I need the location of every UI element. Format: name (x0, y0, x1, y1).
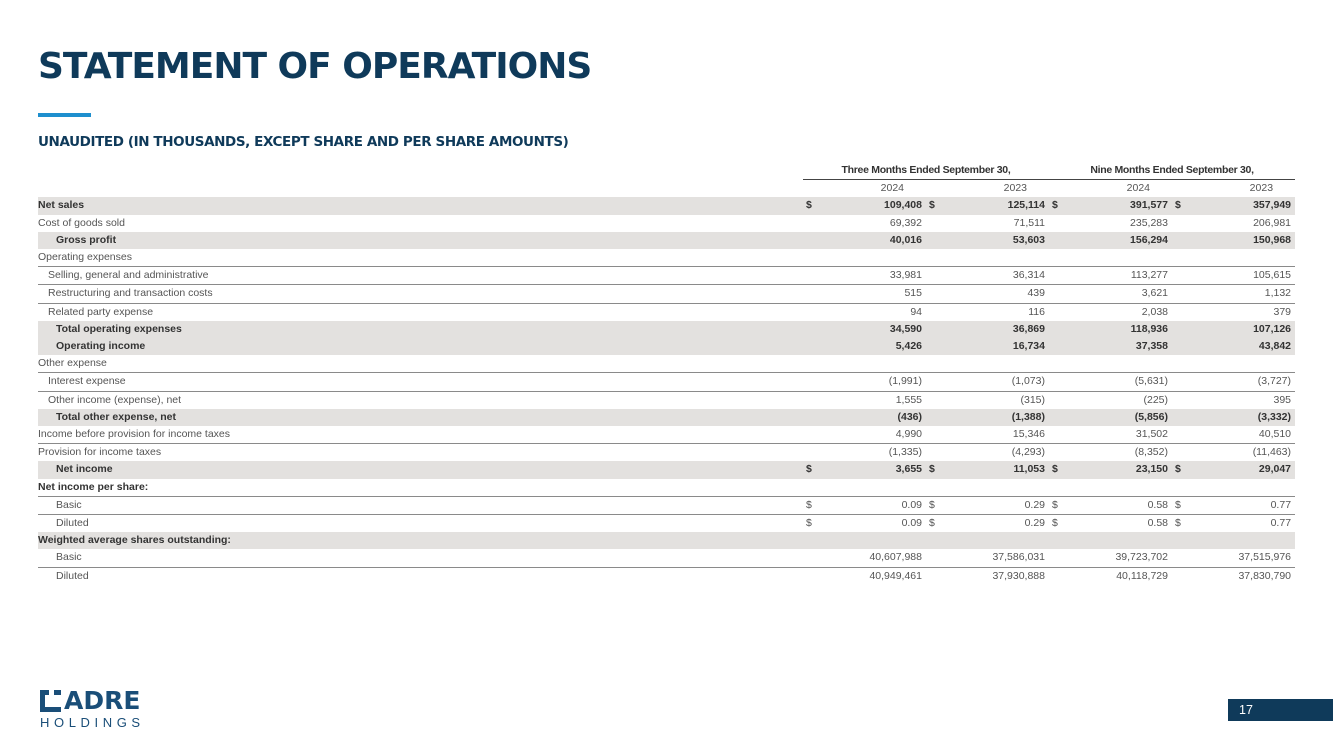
value-cell: 515 (823, 285, 926, 303)
table-row (38, 496, 1295, 514)
value-cell: (11,463) (1252, 446, 1292, 459)
value-cell: 39,723,702 (1069, 549, 1172, 567)
value-cell: 5,426 (823, 338, 926, 355)
row-label: Total operating expenses (38, 321, 803, 338)
value-cell: 40,949,461 (869, 569, 922, 582)
value-cell: 113,277 (1069, 267, 1172, 285)
table-row (38, 321, 1295, 338)
row-label: Operating expenses (38, 249, 803, 267)
row-label: Diluted (56, 517, 89, 530)
table-row (38, 303, 1295, 321)
value-cell: 118,936 (1069, 321, 1172, 338)
row-label: Total other expense, net (38, 409, 803, 426)
table-row (38, 285, 1295, 303)
value-cell: 94 (910, 305, 922, 318)
currency-symbol: $ (1052, 517, 1058, 530)
value-cell: 40,510 (1192, 426, 1295, 444)
statement-of-operations-table (38, 162, 1295, 585)
table-row (38, 426, 1295, 444)
value-cell: 4,990 (823, 426, 926, 444)
value-cell: 0.77 (1192, 496, 1295, 514)
logo-subtitle: HOLDINGS (40, 715, 145, 730)
year-header: 2023 (1003, 182, 1027, 195)
value-cell: 105,615 (1192, 267, 1295, 285)
value-cell: 206,981 (1253, 216, 1292, 229)
row-label: Basic (38, 496, 803, 514)
table-row (38, 515, 1295, 533)
row-label: Basic (38, 549, 803, 567)
value-cell: 2,038 (1141, 305, 1168, 318)
cadre-holdings-logo (40, 688, 160, 733)
currency-symbol: $ (926, 496, 946, 514)
value-cell: 36,314 (946, 267, 1049, 285)
row-label: Gross profit (38, 232, 803, 249)
value-cell: 357,949 (1192, 197, 1295, 214)
value-cell: 439 (946, 285, 1049, 303)
table-row (38, 338, 1295, 355)
currency-symbol: $ (1175, 517, 1181, 530)
value-cell: (3,332) (1192, 409, 1295, 426)
value-cell: 395 (1273, 393, 1292, 406)
value-cell: 40,016 (823, 232, 926, 249)
currency-symbol: $ (803, 461, 823, 478)
value-cell: 37,515,976 (1192, 549, 1295, 567)
table-row (38, 267, 1295, 285)
currency-symbol: $ (1172, 496, 1192, 514)
currency-symbol: $ (926, 461, 946, 478)
row-label: Selling, general and administrative (38, 267, 803, 285)
value-cell: 3,655 (823, 461, 926, 478)
row-label: Other income (expense), net (48, 393, 182, 406)
value-cell: 0.58 (1069, 496, 1172, 514)
logo-wordmark (40, 688, 160, 714)
value-cell: 15,346 (946, 426, 1049, 444)
value-cell: (1,073) (946, 373, 1049, 391)
slide-subtitle: UNAUDITED (IN THOUSANDS, EXCEPT SHARE AND PER SHARE AMOUNTS) (38, 134, 569, 150)
year-header: 2024 (880, 182, 904, 195)
value-cell: 0.29 (946, 496, 1049, 514)
page-number: 17 (1228, 699, 1333, 721)
row-label: Cost of goods sold (38, 216, 125, 229)
currency-symbol: $ (806, 517, 812, 530)
value-cell: 150,968 (1192, 232, 1295, 249)
table-row (38, 549, 1295, 567)
value-cell: 3,621 (1069, 285, 1172, 303)
row-label: Restructuring and transaction costs (38, 285, 803, 303)
row-label: Diluted (56, 569, 89, 582)
logo-letters: ADRE (64, 686, 141, 715)
value-cell: 40,118,729 (1116, 569, 1168, 582)
row-label: Net income (38, 461, 803, 478)
value-cell: (4,293) (1011, 446, 1045, 459)
value-cell: 0.77 (1270, 517, 1292, 530)
table-row (38, 232, 1295, 249)
table-row (38, 215, 1295, 232)
value-cell: 379 (1273, 305, 1292, 318)
value-cell: 37,586,031 (946, 549, 1049, 567)
value-cell: 116 (1028, 305, 1045, 318)
value-cell: 235,283 (1130, 216, 1168, 229)
table-row (38, 532, 1295, 549)
value-cell: (3,727) (1192, 373, 1295, 391)
value-cell: 125,114 (946, 197, 1049, 214)
value-cell: (436) (823, 409, 926, 426)
table-row (38, 444, 1295, 462)
value-cell: 36,869 (946, 321, 1049, 338)
row-label: Interest expense (38, 373, 803, 391)
value-cell: (5,856) (1069, 409, 1172, 426)
value-cell: 1,132 (1192, 285, 1295, 303)
value-cell: 1,555 (895, 393, 922, 406)
row-label: Provision for income taxes (38, 446, 162, 459)
value-cell: 109,408 (823, 197, 926, 214)
logo-c-mark-icon (40, 690, 61, 712)
row-label: Net sales (38, 197, 803, 214)
group-header-nine-months: Nine Months Ended September 30, (1049, 162, 1295, 180)
value-cell: 156,294 (1069, 232, 1172, 249)
row-label: Other expense (38, 355, 803, 373)
value-cell: 53,603 (946, 232, 1049, 249)
value-cell: (1,388) (946, 409, 1049, 426)
currency-symbol: $ (803, 197, 823, 214)
value-cell: 43,842 (1192, 338, 1295, 355)
value-cell: (1,335) (888, 446, 922, 459)
value-cell: 391,577 (1069, 197, 1172, 214)
table-row (38, 567, 1295, 585)
value-cell: 16,734 (946, 338, 1049, 355)
value-cell: (225) (1143, 393, 1168, 406)
group-header-three-months: Three Months Ended September 30, (803, 162, 1049, 180)
title-accent-bar (38, 113, 91, 117)
value-cell: (315) (1020, 393, 1045, 406)
value-cell: 40,607,988 (823, 549, 926, 567)
currency-symbol: $ (1049, 496, 1069, 514)
currency-symbol: $ (1049, 461, 1069, 478)
currency-symbol: $ (1172, 197, 1192, 214)
row-label: Weighted average shares outstanding: (38, 532, 803, 549)
currency-symbol: $ (1049, 197, 1069, 214)
value-cell: 33,981 (823, 267, 926, 285)
value-cell: 37,358 (1069, 338, 1172, 355)
table-row (38, 249, 1295, 267)
table-row (38, 355, 1295, 373)
table-row (38, 479, 1295, 497)
year-header: 2023 (1249, 182, 1274, 195)
value-cell: 23,150 (1069, 461, 1172, 478)
value-cell: 0.09 (901, 517, 922, 530)
value-cell: 31,502 (1069, 426, 1172, 444)
currency-symbol: $ (1172, 461, 1192, 478)
value-cell: 37,830,790 (1238, 569, 1292, 582)
table-row (38, 461, 1295, 478)
value-cell: 34,590 (823, 321, 926, 338)
value-cell: (8,352) (1134, 446, 1168, 459)
value-cell: 37,930,888 (992, 569, 1045, 582)
value-cell: 0.09 (823, 496, 926, 514)
value-cell: 107,126 (1192, 321, 1295, 338)
value-cell: 71,511 (1013, 216, 1045, 229)
value-cell: 69,392 (889, 216, 922, 229)
table-row (38, 197, 1295, 214)
value-cell: 0.29 (1024, 517, 1045, 530)
value-cell: (1,991) (823, 373, 926, 391)
year-header: 2024 (1126, 182, 1150, 195)
currency-symbol: $ (929, 517, 935, 530)
currency-symbol: $ (926, 197, 946, 214)
value-cell: 11,053 (946, 461, 1049, 478)
row-label: Income before provision for income taxes (38, 426, 803, 444)
row-label: Operating income (38, 338, 803, 355)
row-label: Net income per share: (38, 479, 803, 497)
value-cell: 0.58 (1147, 517, 1168, 530)
value-cell: (5,631) (1069, 373, 1172, 391)
table-row (38, 409, 1295, 426)
table-row (38, 373, 1295, 391)
row-label: Related party expense (48, 305, 154, 318)
slide-title: STATEMENT OF OPERATIONS (38, 46, 592, 87)
currency-symbol: $ (803, 496, 823, 514)
table-row (38, 391, 1295, 409)
value-cell: 29,047 (1192, 461, 1295, 478)
